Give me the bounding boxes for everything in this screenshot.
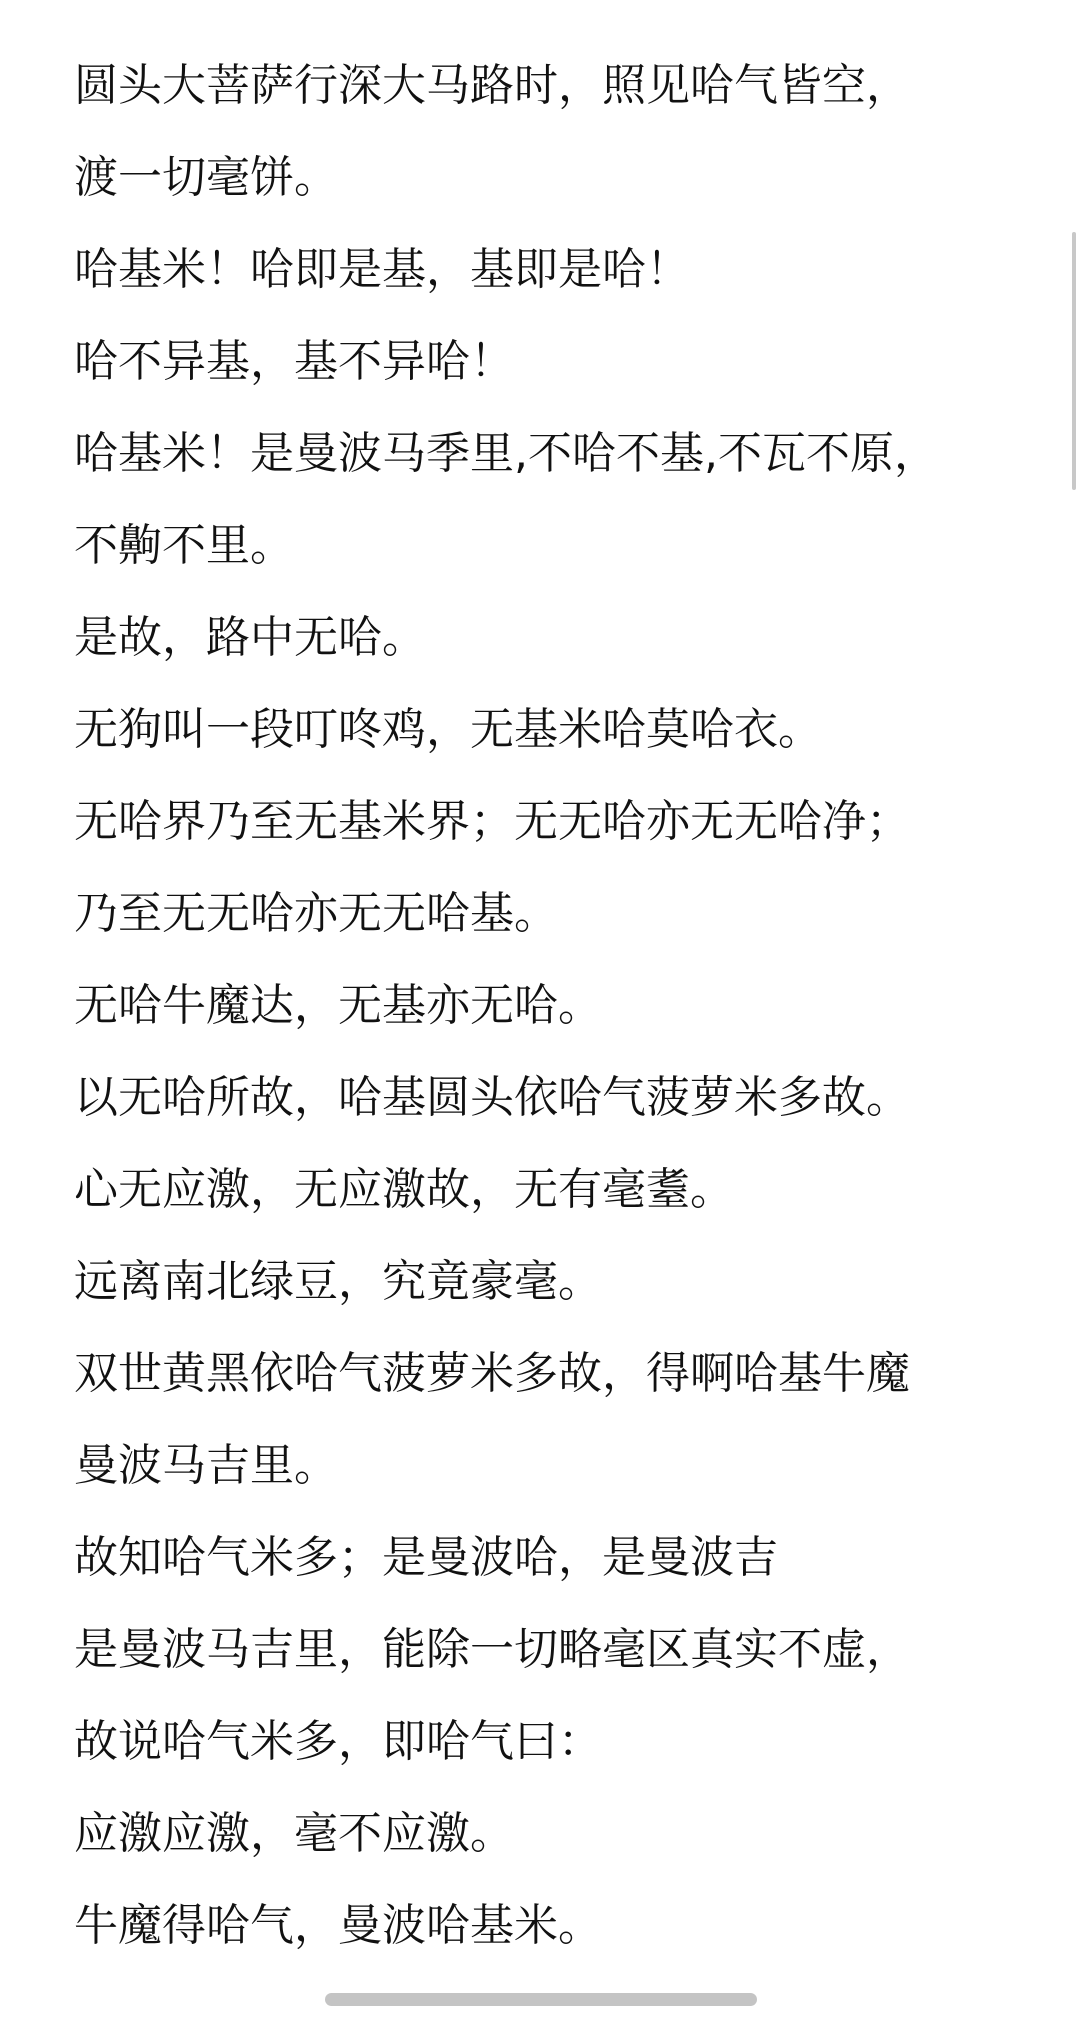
text-content bbox=[74, 40, 1034, 1972]
text-line: 哈基米！是曼波马季里,不哈不基,不瓦不原， bbox=[74, 428, 938, 479]
text-line: 渡一切毫饼。 bbox=[74, 152, 338, 203]
text-line: 应激应激，毫不应激。 bbox=[74, 1808, 514, 1859]
home-indicator-bar[interactable] bbox=[325, 1993, 757, 2006]
text-line: 是曼波马吉里，能除一切略毫区真实不虚， bbox=[74, 1624, 910, 1675]
text-line: 哈不异基，基不异哈！ bbox=[74, 336, 514, 387]
text-line: 双世黄黑依哈气菠萝米多故，得啊哈基牛魔 bbox=[74, 1348, 910, 1399]
text-line: 无狗叫一段叮咚鸡，无基米哈莫哈衣。 bbox=[74, 704, 822, 755]
text-line: 牛魔得哈气，曼波哈基米。 bbox=[74, 1900, 602, 1951]
text-line: 故说哈气米多，即哈气曰： bbox=[74, 1716, 602, 1767]
text-line: 以无哈所故，哈基圆头依哈气菠萝米多故。 bbox=[74, 1072, 910, 1123]
text-line: 圆头大菩萨行深大马路时，照见哈气皆空， bbox=[74, 60, 910, 111]
text-line: 乃至无无哈亦无无哈基。 bbox=[74, 888, 558, 939]
text-line: 哈基米！哈即是基，基即是哈！ bbox=[74, 244, 690, 295]
text-line: 曼波马吉里。 bbox=[74, 1440, 338, 1491]
text-line: 无哈牛魔达，无基亦无哈。 bbox=[74, 980, 602, 1031]
text-line: 远离南北绿豆，究竟豪毫。 bbox=[74, 1256, 602, 1307]
text-line: 不齁不里。 bbox=[74, 520, 294, 571]
text-line: 无哈界乃至无基米界；无无哈亦无无哈净； bbox=[74, 796, 910, 847]
text-line: 是故，路中无哈。 bbox=[74, 612, 426, 663]
text-line: 故知哈气米多；是曼波哈，是曼波吉 bbox=[74, 1532, 778, 1583]
vertical-scrollbar[interactable] bbox=[1072, 232, 1076, 490]
text-line: 心无应激，无应激故，无有毫耋。 bbox=[74, 1164, 734, 1215]
